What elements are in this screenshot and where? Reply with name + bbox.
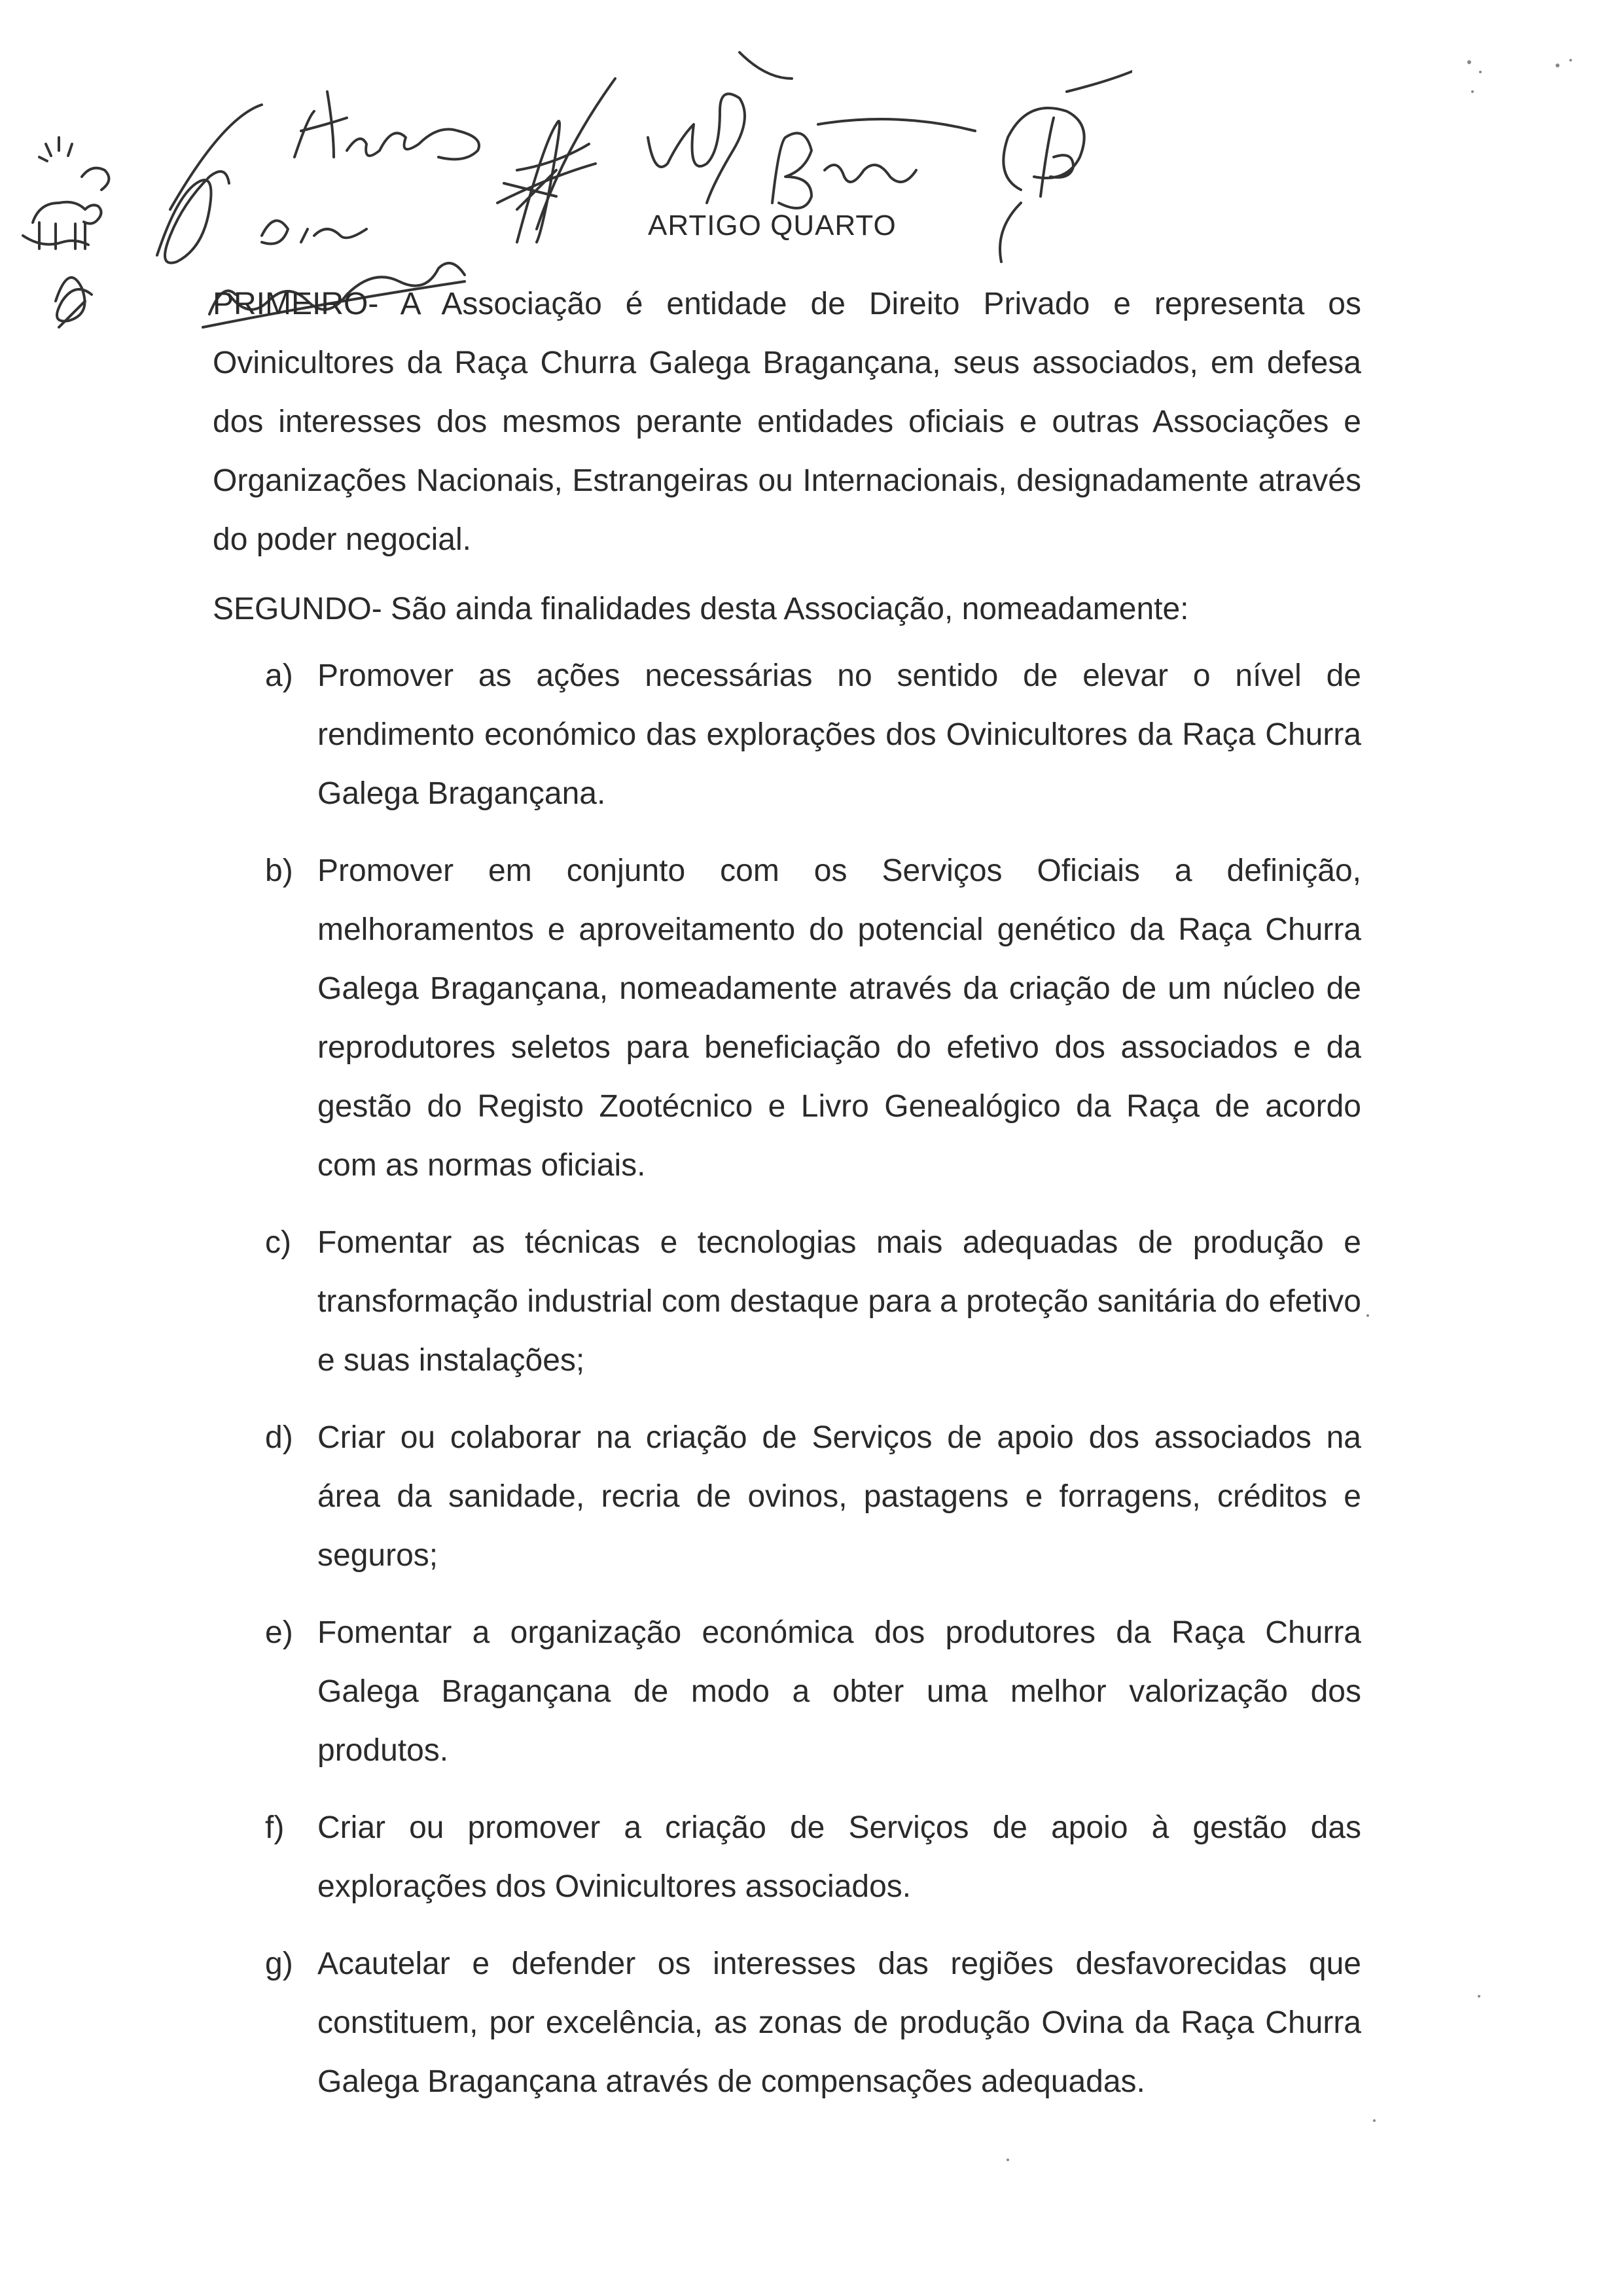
list-item-text: Fomentar as técnicas e tecnologias mais adequadas de produção e transformação industrial com destaque para a proteção sanitária do efetivo e suas instalações; — [317, 1225, 1361, 1378]
article-title: ARTIGO QUARTO — [648, 209, 897, 242]
list-item-text: Criar ou colaborar na criação de Serviços de apoio dos associados na área da sanidade, recria de ovinos, pastagens e forragens, créditos e seguros; — [317, 1420, 1361, 1573]
list-item-text: Acautelar e defender os interesses das regiões desfavorecidas que constituem, por excelência, as zonas de produção Ovina da Raça Churra Galega Bragançana através de compensações adequadas. — [317, 1946, 1361, 2099]
list-item-text: Criar ou promover a criação de Serviços de apoio à gestão das explorações dos Ovinicultores associados. — [317, 1810, 1361, 1904]
list-item-letter: e) — [265, 1615, 293, 1650]
list-item — [265, 1604, 1361, 1780]
list-item — [265, 842, 1361, 1195]
list-item-letter: f) — [265, 1810, 285, 1845]
list-item — [265, 1799, 1361, 1916]
list-item — [265, 1408, 1361, 1585]
list-item-letter: c) — [265, 1225, 291, 1260]
list-item-letter: a) — [265, 658, 293, 693]
purposes-list — [213, 647, 1361, 2111]
list-item — [265, 647, 1361, 823]
paragraph-segundo: SEGUNDO- São ainda finalidades desta Associação, nomeadamente: — [213, 592, 1189, 626]
list-item-letter: b) — [265, 853, 293, 888]
list-item-letter: d) — [265, 1420, 293, 1455]
list-item-text: Fomentar a organização económica dos produtores da Raça Churra Galega Bragançana de modo a obter uma melhor valorização dos produtos. — [317, 1615, 1361, 1768]
list-item-text: Promover em conjunto com os Serviços Oficiais a definição, melhoramentos e aproveitamento do potencial genético da Raça Churra Galega Bragançana, nomeadamente através da criação de um núcleo de reprodutores seletos para beneficiação do efetivo dos associados e da gestão do Registo Zootécnico e Livro Genealógico da Raça de acordo com as normas oficiais. — [317, 853, 1361, 1183]
list-item-letter: g) — [265, 1946, 293, 1981]
list-item — [265, 1213, 1361, 1390]
paragraph-primeiro: PRIMEIRO- A Associação é entidade de Direito Privado e representa os Ovinicultores da Raça Churra Galega Bragançana, seus associados, em defesa dos interesses dos mesmos perante entidades oficiais e outras Associações e Organizações Nacionais, Estrangeiras ou Internacionais, designadamente através do poder negocial. — [213, 287, 1361, 557]
list-item-text: Promover as ações necessárias no sentido de elevar o nível de rendimento económico das explorações dos Ovinicultores da Raça Churra Galega Bragançana. — [317, 658, 1361, 811]
list-item — [265, 1935, 1361, 2111]
sheep-drawing-icon — [23, 137, 109, 249]
document-body — [213, 275, 1361, 2130]
